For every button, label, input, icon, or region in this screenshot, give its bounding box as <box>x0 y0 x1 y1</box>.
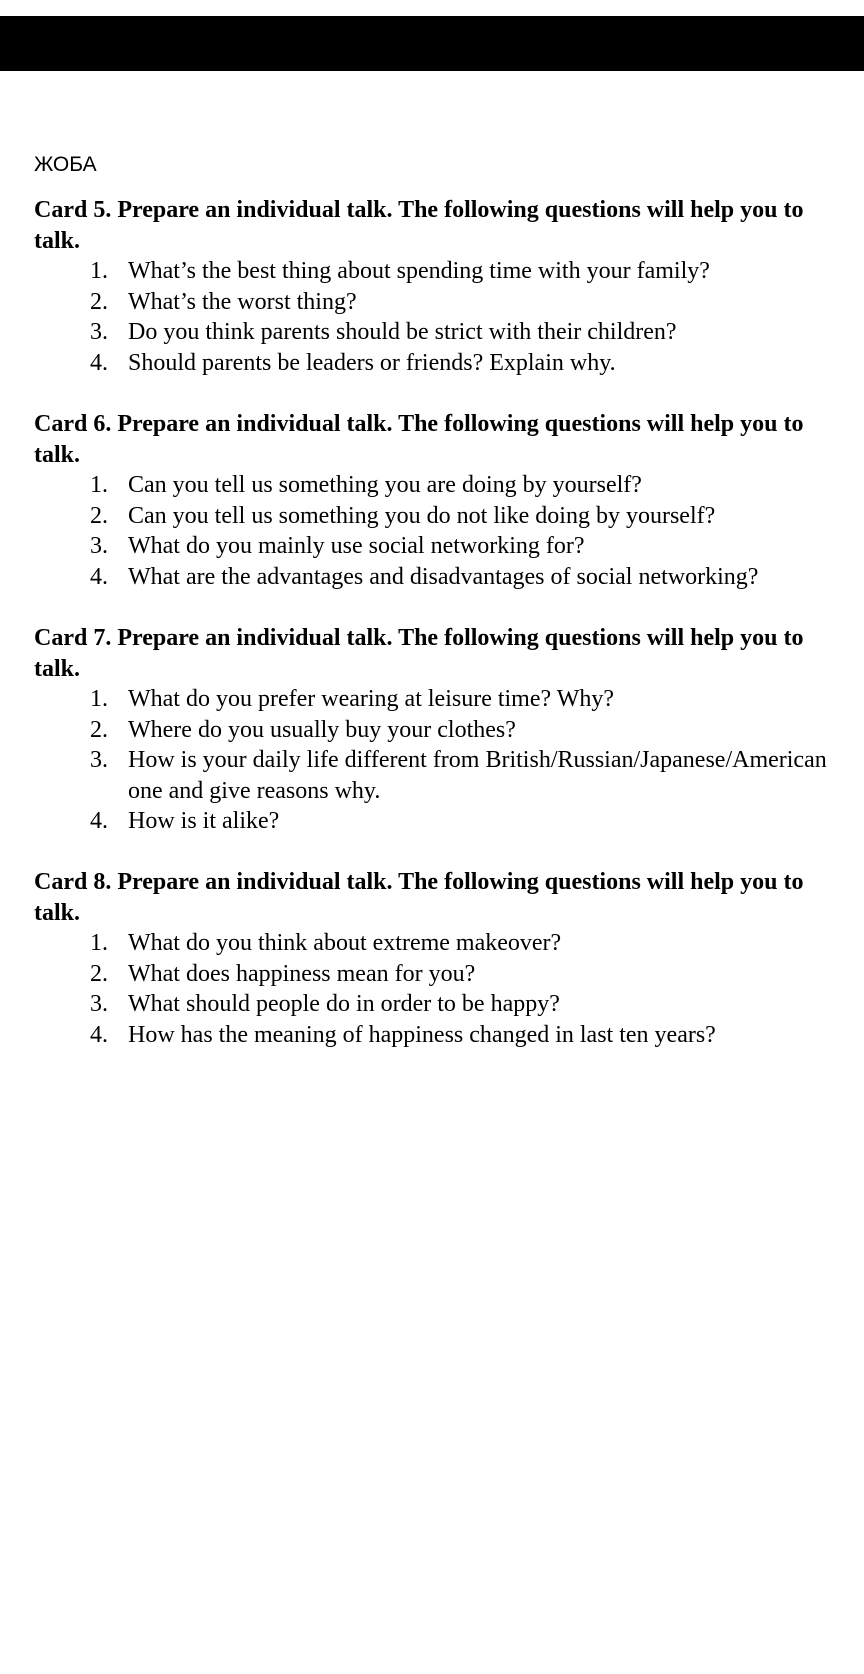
question-number: 2. <box>90 716 108 743</box>
question-text: How has the meaning of happiness changed in last ten years? <box>128 1021 716 1048</box>
card-heading-line2: talk. <box>34 227 81 254</box>
card-heading-line1: Card 8. Prepare an individual talk. The following questions will help you to <box>34 869 804 895</box>
question-number: 1. <box>90 258 108 284</box>
list-item <box>34 562 864 593</box>
question-text: Where do you usually buy your clothes? <box>128 716 516 743</box>
card-heading-line1: Card 6. Prepare an individual talk. The following questions will help you to <box>34 411 804 437</box>
question-number: 3. <box>90 533 108 559</box>
card-6 <box>34 409 864 592</box>
list-item <box>34 928 864 959</box>
question-number: 2. <box>90 288 108 315</box>
list-item <box>34 287 864 318</box>
list-item <box>34 1020 864 1051</box>
list-item <box>34 959 864 990</box>
list-item <box>34 348 864 379</box>
question-text: What’s the worst thing? <box>128 288 357 315</box>
list-item <box>34 684 864 715</box>
question-text: Can you tell us something you do not like doing by yourself? <box>128 502 716 529</box>
question-number: 2. <box>90 502 108 529</box>
question-text: What’s the best thing about spending time with your family? <box>128 258 710 284</box>
card-5 <box>34 195 864 378</box>
question-text: What should people do in order to be happy? <box>128 991 560 1017</box>
card-8 <box>34 867 864 1050</box>
card-7 <box>34 623 864 837</box>
card-heading <box>34 409 864 470</box>
question-list <box>34 684 864 837</box>
list-item <box>34 317 864 348</box>
question-number: 1. <box>90 472 108 498</box>
question-text: What do you prefer wearing at leisure time? Why? <box>128 686 615 712</box>
question-number: 4. <box>90 1021 108 1048</box>
list-item <box>34 501 864 532</box>
question-text: Should parents be leaders or friends? Explain why. <box>128 349 616 376</box>
list-item <box>34 256 864 287</box>
card-heading <box>34 195 864 256</box>
question-number: 4. <box>90 563 108 590</box>
list-item <box>34 531 864 562</box>
document-title: ЖОБА <box>34 153 97 176</box>
top-black-bar <box>0 16 864 71</box>
question-list <box>34 470 864 592</box>
card-heading <box>34 867 864 928</box>
question-list <box>34 928 864 1050</box>
question-number: 3. <box>90 319 108 345</box>
list-item <box>34 806 864 837</box>
question-number: 4. <box>90 808 108 834</box>
question-text-line1: How is your daily life different from British/Russian/Japanese/American <box>128 747 827 773</box>
card-heading-line1: Card 7. Prepare an individual talk. The following questions will help you to <box>34 625 804 651</box>
list-item <box>34 745 864 806</box>
question-number: 3. <box>90 747 108 773</box>
card-heading <box>34 623 864 684</box>
question-text-multiline <box>114 745 864 806</box>
card-heading-line1: Card 5. Prepare an individual talk. The following questions will help you to <box>34 197 804 223</box>
question-text: How is it alike? <box>128 808 280 834</box>
question-text: Do you think parents should be strict with their children? <box>128 319 677 345</box>
question-number: 4. <box>90 349 108 376</box>
question-number: 1. <box>90 686 108 712</box>
card-heading-line2: talk. <box>34 441 81 468</box>
list-item <box>34 989 864 1020</box>
question-text: Can you tell us something you are doing by yourself? <box>128 472 642 498</box>
question-number: 3. <box>90 991 108 1017</box>
question-text: What do you mainly use social networking for? <box>128 533 585 559</box>
question-list <box>34 256 864 378</box>
question-number: 1. <box>90 930 108 956</box>
card-heading-line2: talk. <box>34 655 81 682</box>
question-text: What are the advantages and disadvantages of social networking? <box>128 563 759 590</box>
question-text: What do you think about extreme makeover? <box>128 930 562 956</box>
list-item <box>34 715 864 746</box>
question-text-line2: one and give reasons why. <box>128 777 381 804</box>
question-text: What does happiness mean for you? <box>128 960 476 987</box>
card-heading-line2: talk. <box>34 899 81 926</box>
question-number: 2. <box>90 960 108 987</box>
list-item <box>34 470 864 501</box>
